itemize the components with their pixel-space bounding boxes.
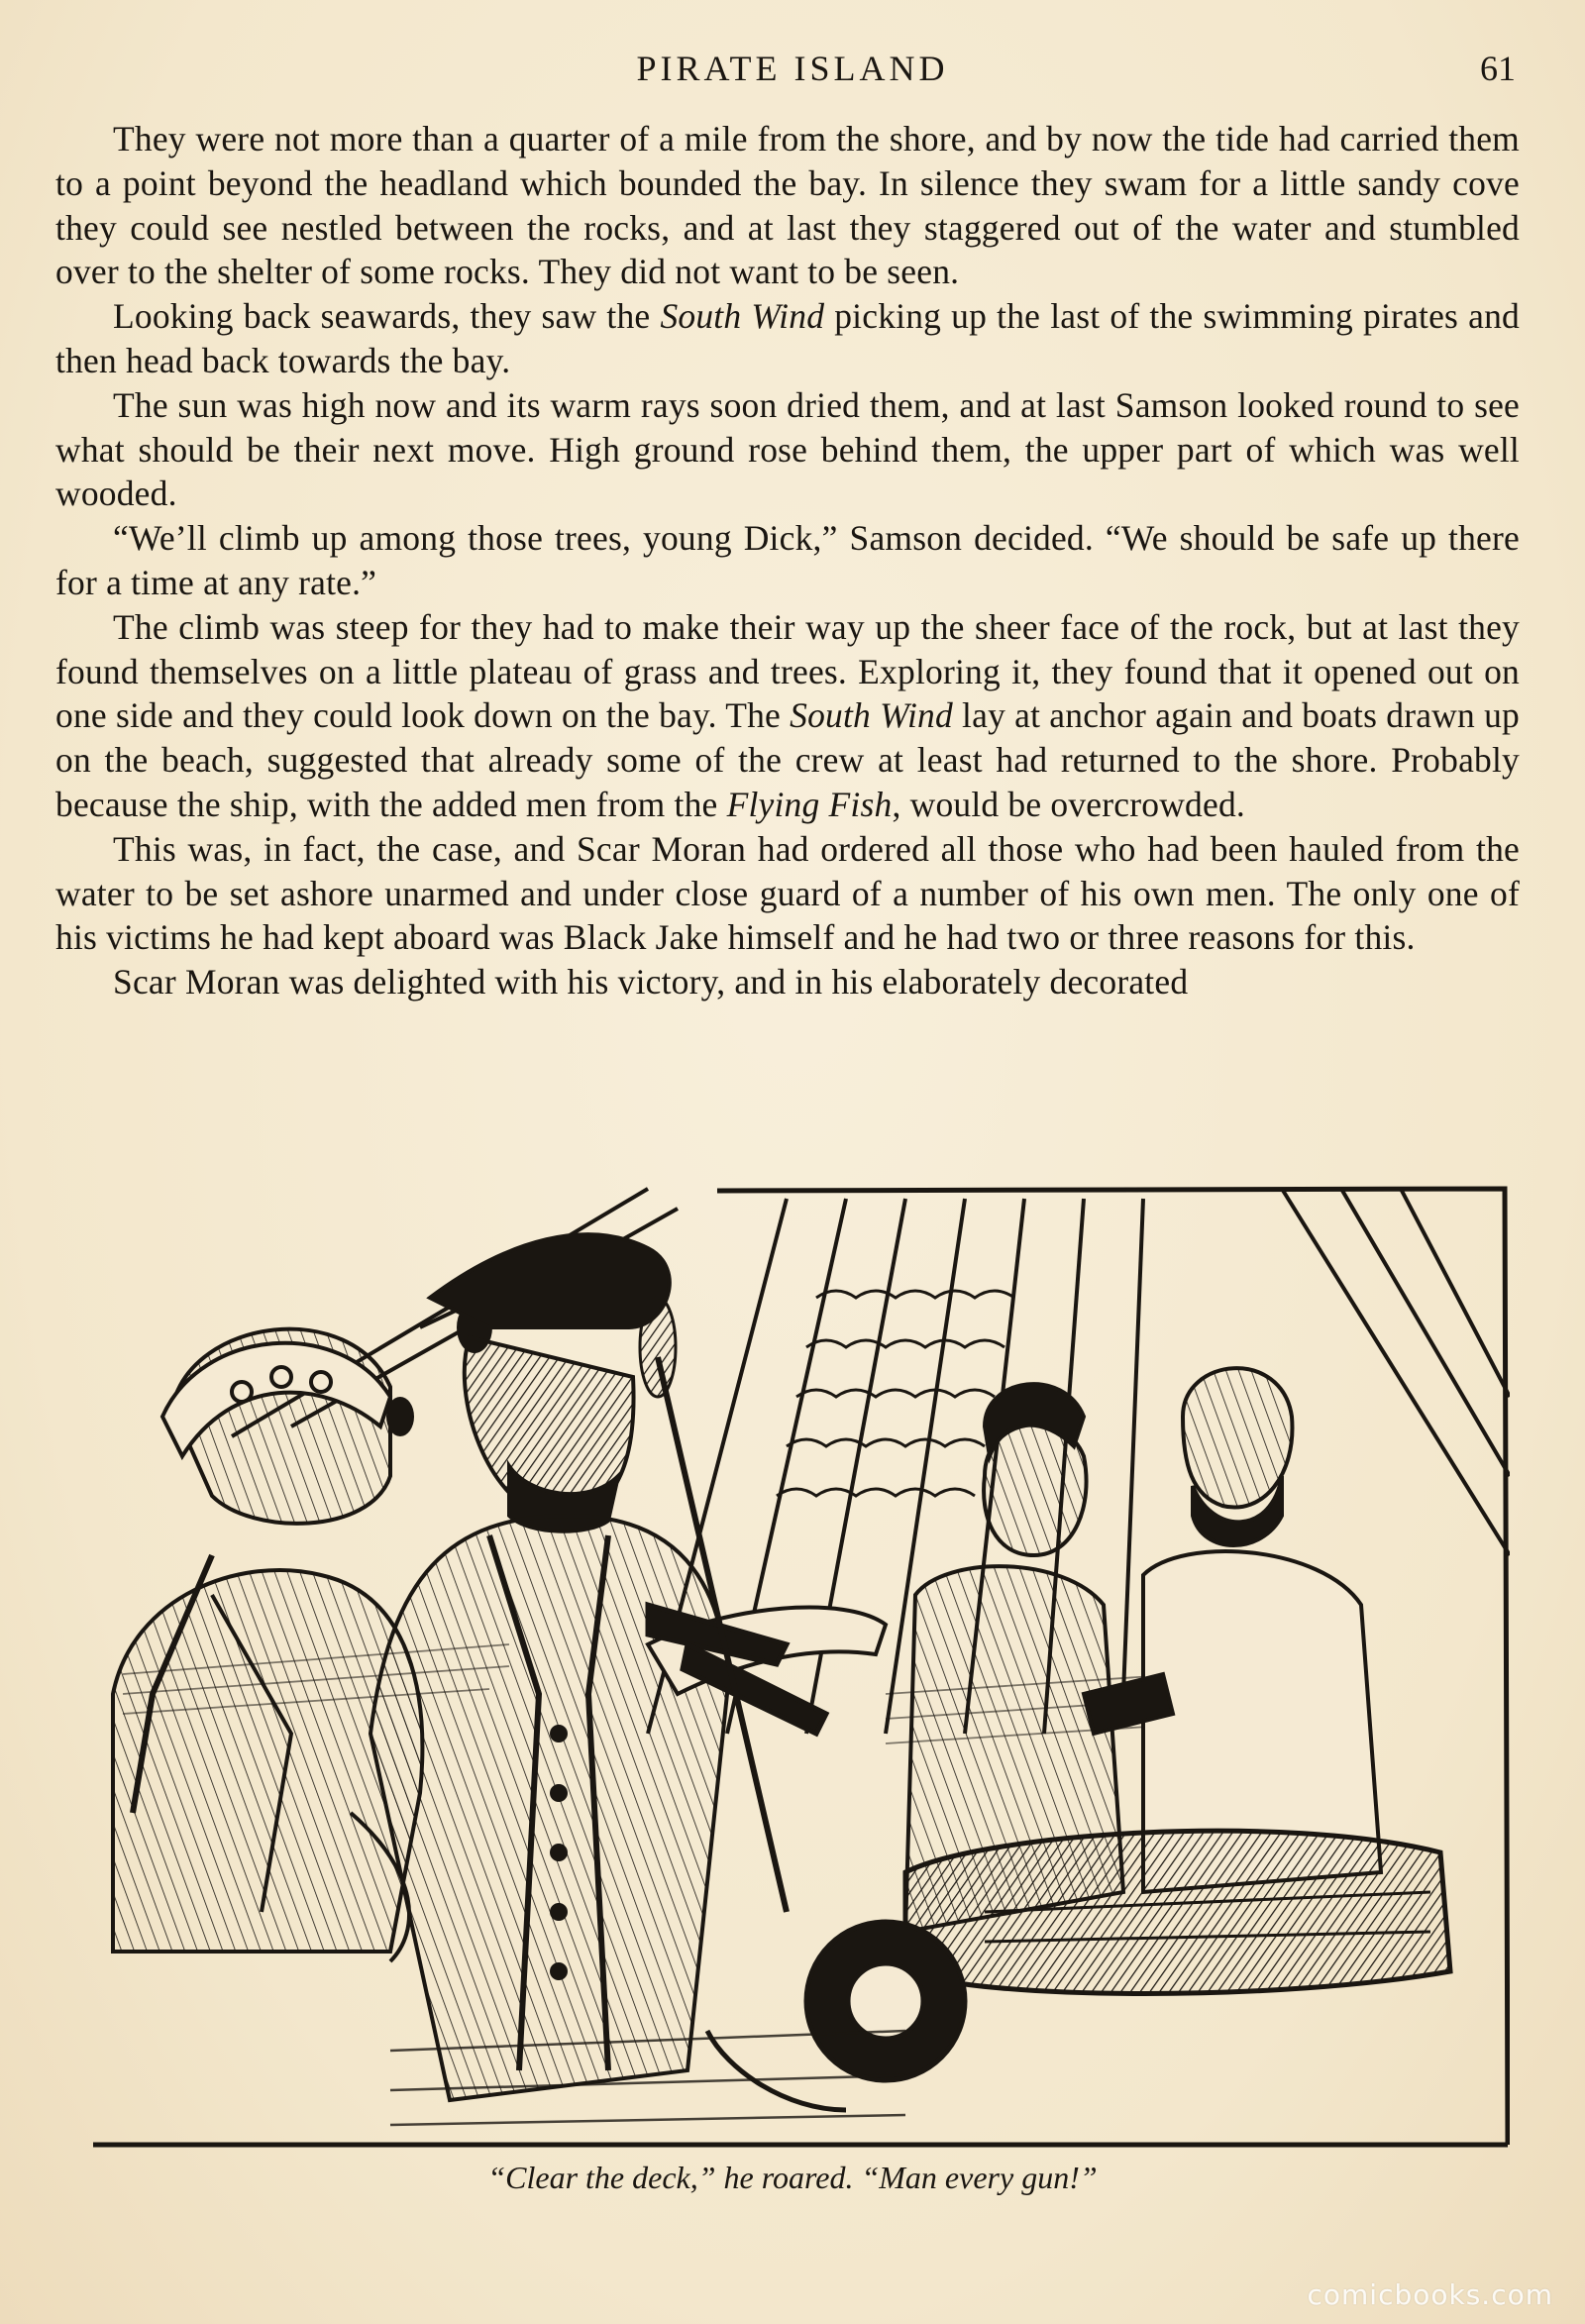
paragraph-text: “We’ll climb up among those trees, young Dick,” Samson decided. “We should be safe up there for a time at any rate.” (55, 518, 1520, 602)
paragraph (55, 605, 1520, 827)
paragraph-text: This was, in fact, the case, and Scar Moran had ordered all those who had been hauled from the water to be set ashore unarmed and under close guard of a number of his own men. The only one of his victims he had kept aboard was Black Jake himself and he had two or three reasons for this. (55, 828, 1520, 958)
pirate-illustration (93, 1179, 1510, 2150)
illustration-caption: “Clear the deck,” he roared. “Man every gun!” (487, 2160, 1098, 2195)
paragraph-text: The climb was steep for they had to make their way up the sheer face of the rock, but at last they found themselves on a little plateau of grass and trees. Exploring it, they found that it opened out on one side and they could look down on the bay. The (55, 606, 1520, 736)
paragraph (55, 294, 1520, 383)
paragraph (55, 117, 1520, 294)
running-title: PIRATE ISLAND (636, 49, 949, 88)
watermark: comicbooks.com (1307, 2278, 1553, 2311)
paragraph-text: They were not more than a quarter of a mile from the shore, and by now the tide had carried them to a point beyond the headland which bounded the bay. In silence they swam for a little sandy cove they could see nestled between the rocks, and at last they staggered out of the water and stumbled over to the shelter of some rocks. They did not want to be seen. (55, 119, 1520, 292)
paragraph (55, 516, 1520, 605)
paragraph-text: , would be overcrowded. (892, 784, 1245, 824)
left-pirate (113, 1329, 422, 1961)
paragraph (55, 383, 1520, 516)
ship-name: South Wind (660, 296, 825, 337)
ship-name: Flying Fish (726, 784, 893, 824)
paragraph (55, 827, 1520, 960)
paragraph-text: Scar Moran was delighted with his victory, and in his elaborately decorated (113, 962, 1189, 1003)
page-number: 61 (1480, 49, 1516, 88)
ratlines (777, 1291, 1014, 1496)
paragraph-text: lay at anchor again and boats drawn up on the beach, suggested that already some of the crew at least had returned to the shore. Probably because the ship, with the added men from the (55, 695, 1520, 824)
paragraph-text: Looking back seawards, they saw the (113, 296, 661, 337)
paragraph (55, 960, 1520, 1004)
paragraph-text: picking up the last of the swimming pirates and then head back towards the bay. (55, 296, 1520, 380)
ship-name: South Wind (790, 695, 953, 736)
paragraph-text: The sun was high now and its warm rays soon dried them, and at last Samson looked round to see what should be their next move. High ground rose behind them, the upper part of which was well wooded. (55, 384, 1520, 514)
story-text (55, 117, 1520, 1004)
cannon (707, 1831, 1450, 2110)
illustration-drawing (93, 1179, 1510, 2150)
